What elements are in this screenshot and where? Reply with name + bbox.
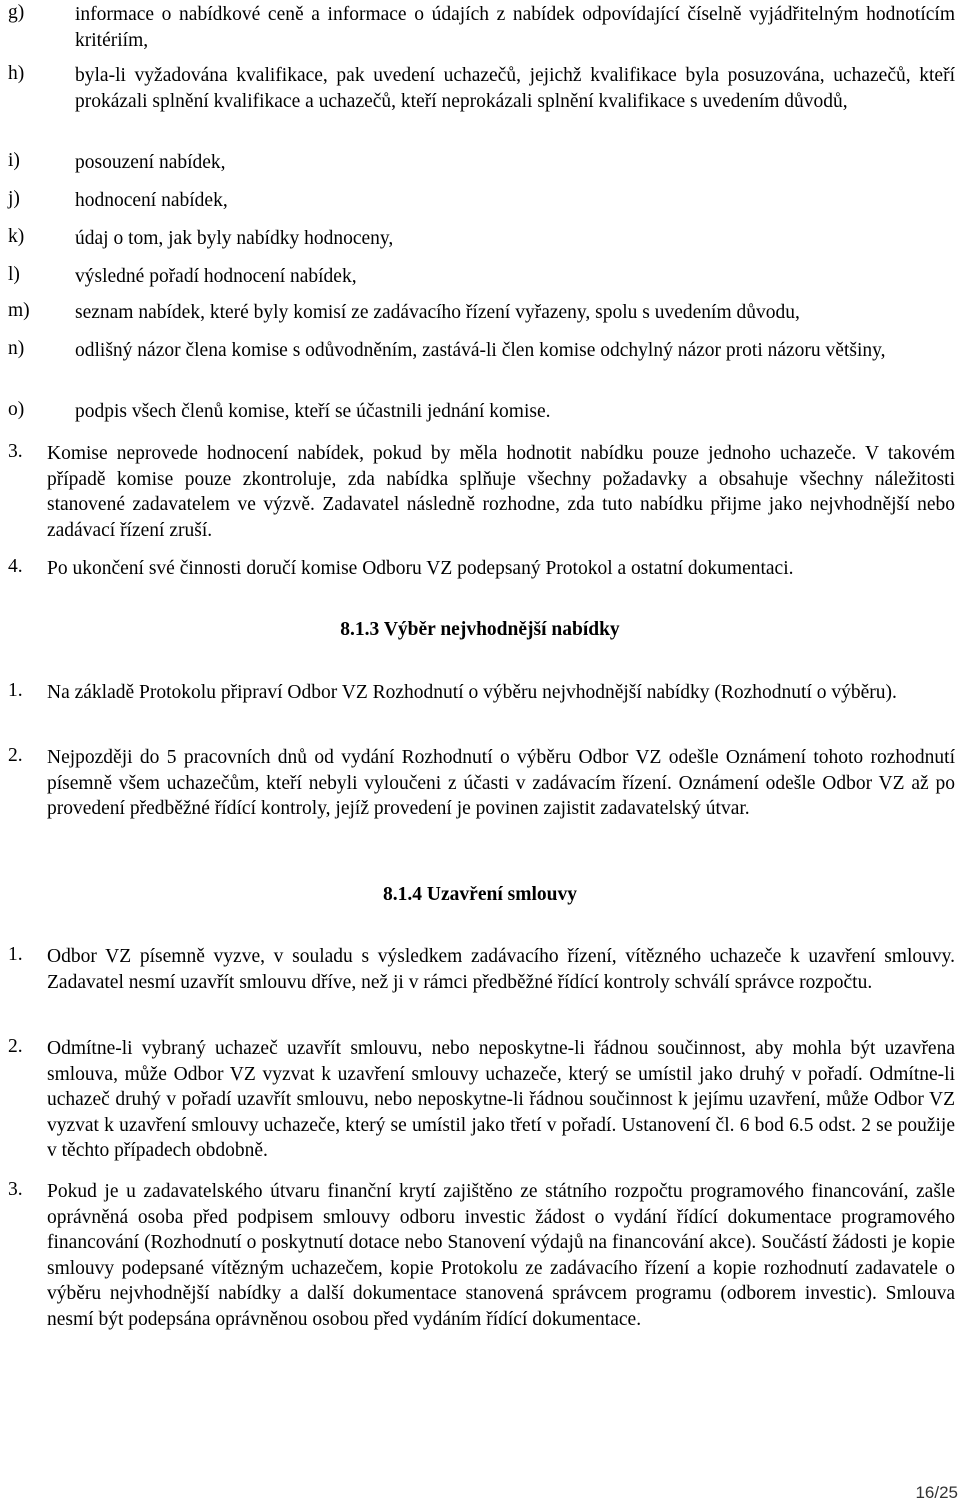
list-item-text: Komise neprovede hodnocení nabídek, pokud by měla hodnotit nabídku pouze jednoho uchazeče. V takovém případě komise pouze zkontroluje, zda nabídka splňuje všechny požadavky a obsahuje všechny náležitosti stanovené zadavatelem ve výzvě. Zadavatel následně rozhodne, zda tuto nabídku přijme jako nejvhodnější nebo zadávací řízení zruší. [47,443,955,541]
list-item-label: h) [8,63,25,84]
list-item-text: výsledné pořadí hodnocení nabídek, [75,266,357,287]
list-item-label: o) [8,399,25,420]
list-item-label: g) [8,2,25,23]
list-item-number: 2. [8,745,23,766]
list-item-text: informace o nabídkové ceně a informace o údajích z nabídek odpovídající číselně vyjádřitelným hodnotícím kritériím, [75,4,955,51]
list-item-text: Pokud je u zadavatelského útvaru finanční krytí zajištěno ze státního rozpočtu programového financování, zašle oprávněná osoba před podpisem smlouvy odboru investic žádost o vydání řídící dokumentace programového financování (Rozhodnutí o poskytnutí dotace nebo Stanovení výdajů na financování akce). Součástí žádosti je kopie smlouvy podepsané vítězným uchazečem, kopie Protokolu ze zadávacího řízení a kopie rozhodnutí zadavatele o výběru nejvhodnější nabídky a další dokumentace stanovená správcem programu (odborem investic). Smlouva nesmí být podepsána oprávněnou osobou před vydáním řídící dokumentace. [47,1181,955,1330]
list-item-label: j) [8,188,20,209]
list-item-text: Po ukončení své činnosti doručí komise Odboru VZ podepsaný Protokol a ostatní dokumentaci. [47,558,794,579]
list-item-label: k) [8,226,25,247]
list-item-number: 1. [8,944,23,965]
list-item-text: odlišný názor člena komise s odůvodněním, zastává-li člen komise odchylný názor proti názoru většiny, [75,340,886,361]
list-item-text: Odbor VZ písemně vyzve, v souladu s výsledkem zadávacího řízení, vítězného uchazeče k uzavření smlouvy. Zadavatel nesmí uzavřít smlouvu dříve, než ji v rámci předběžné řídící kontroly schválí správce rozpočtu. [47,946,955,993]
list-item-number: 3. [8,1179,23,1200]
list-item-text: posouzení nabídek, [75,152,226,173]
list-item-text: Na základě Protokolu připraví Odbor VZ Rozhodnutí o výběru nejvhodnější nabídky (Rozhodnutí o výběru). [47,682,897,703]
list-item-label: i) [8,150,20,171]
list-item-number: 2. [8,1036,23,1057]
list-item-number: 1. [8,680,23,701]
list-item-label: m) [8,300,30,321]
list-item-text: podpis všech členů komise, kteří se účastnili jednání komise. [75,401,551,422]
list-item-text: seznam nabídek, které byly komisí ze zadávacího řízení vyřazeny, spolu s uvedením důvodu, [75,302,800,323]
list-item-text: údaj o tom, jak byly nabídky hodnoceny, [75,228,394,249]
list-item-number: 3. [8,441,23,462]
list-item-label: l) [8,264,20,285]
list-item-text: Nejpozději do 5 pracovních dnů od vydání Rozhodnutí o výběru Odbor VZ odešle Oznámení tohoto rozhodnutí písemně všem uchazečům, kteří nebyli vyloučeni z účasti v zadávacím řízení. Oznámení odešle Odbor VZ až po provedení předběžné řídící kontroly, jejíž provedení je povinen zajistit zadavatelský útvar. [47,747,955,819]
list-item-text: byla-li vyžadována kvalifikace, pak uvedení uchazečů, jejichž kvalifikace byla posuzována, uchazečů, kteří prokázali splnění kvalifikace a uchazečů, kteří neprokázali splnění kvalifikace s uvedením důvodů, [75,65,955,112]
section-heading-8-1-4: 8.1.4 Uzavření smlouvy [383,884,577,905]
section-heading-8-1-3: 8.1.3 Výběr nejvhodnější nabídky [340,619,620,640]
list-item-label: n) [8,338,25,359]
list-item-number: 4. [8,556,23,577]
list-item-text: hodnocení nabídek, [75,190,228,211]
list-item-text: Odmítne-li vybraný uchazeč uzavřít smlouvu, nebo neposkytne-li řádnou součinnost, aby mohla být uzavřena smlouva, může Odbor VZ vyzvat k uzavření smlouvy uchazeče, který se umístil jako druhý v pořadí. Odmítne-li uchazeč druhý v pořadí uzavřít smlouvu, nebo neposkytne-li řádnou součinnost k jejímu uzavření, může Odbor VZ vyzvat k uzavření smlouvy uchazeče, který se umístil jako třetí v pořadí. Ustanovení čl. 6 bod 6.5 odst. 2 se použije v těchto případech obdobně. [47,1038,955,1161]
page-number: 16/25 [915,1483,958,1502]
